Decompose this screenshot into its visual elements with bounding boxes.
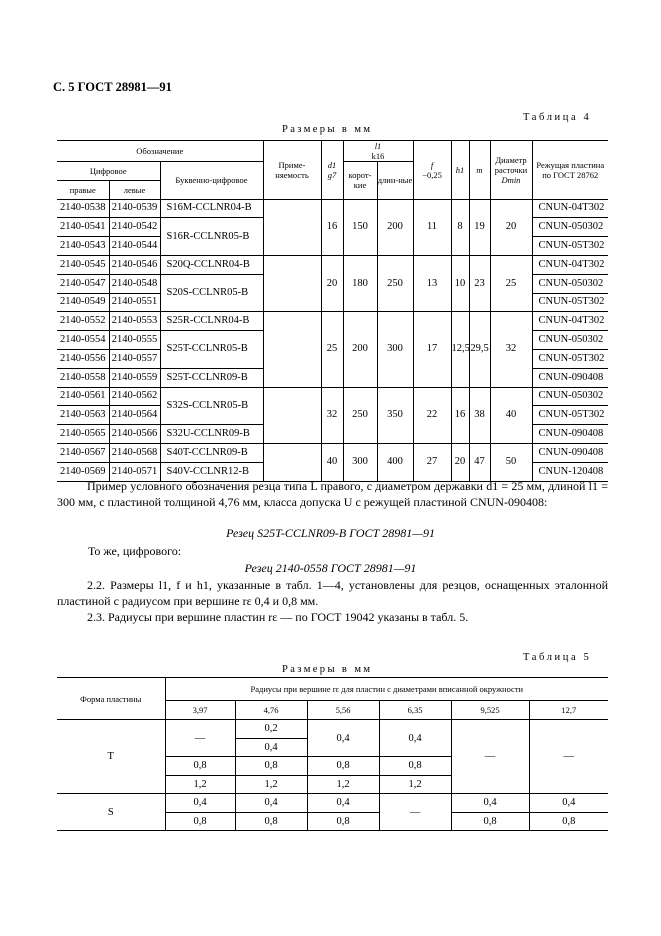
insert-code: CNUN-120408 [532,462,608,481]
shape-T: T [57,720,165,794]
hdr-f: f −0,25 [413,141,451,200]
code-right: 2140-0538 [57,199,109,218]
l1-short-value: 300 [343,443,377,481]
insert-code: CNUN-050302 [532,274,608,293]
code-alnum: S25R-CCLNR04-B [160,312,263,331]
hdr-alnum: Буквенно-цифровое [160,162,263,200]
radius-S-4.76: 0,8 [235,812,307,831]
code-right: 2140-0567 [57,443,109,462]
applicability-cell [263,199,321,255]
hdr-digital: Цифровое [57,162,160,181]
bore-diameter-value: 50 [490,443,532,481]
code-left: 2140-0564 [109,406,160,425]
h1-value: 16 [451,387,469,443]
radius-T-5.56: 0,4 [307,720,379,757]
code-right: 2140-0554 [57,331,109,350]
applicability-cell [263,443,321,481]
table-5 [57,677,608,831]
insert-code: CNUN-05T302 [532,293,608,312]
code-alnum: S25T-CCLNR09-B [160,368,263,387]
t5-diameter-header: 3,97 [165,701,235,720]
h1-value: 20 [451,443,469,481]
code-alnum: S20S-CCLNR05-B [160,274,263,312]
page-header: С. 5 ГОСТ 28981—91 [53,80,172,94]
code-alnum: S25T-CCLNR05-B [160,331,263,369]
insert-code: CNUN-090408 [532,443,608,462]
m-value: 23 [469,255,490,311]
d1-value: 25 [321,312,343,387]
code-alnum: S32S-CCLNR05-B [160,387,263,425]
example-designation-1: Резец S25T-CCLNR09-B ГОСТ 28981—91 [226,526,435,540]
radius-S-12.7: 0,8 [529,812,608,831]
radius-S-3.97: 0,4 [165,794,235,813]
radius-T-9.525: — [451,720,529,794]
t5-diameter-header: 4,76 [235,701,307,720]
insert-code: CNUN-05T302 [532,349,608,368]
bore-diameter-value: 40 [490,387,532,443]
l1-short-value: 250 [343,387,377,443]
code-right: 2140-0549 [57,293,109,312]
radius-T-4.76: 0,2 [235,720,307,739]
table4-units: Размеры в мм [282,124,373,135]
f-value: 11 [413,199,451,255]
t5-diameter-header: 5,56 [307,701,379,720]
code-left: 2140-0562 [109,387,160,406]
d1-value: 16 [321,199,343,255]
radius-S-12.7: 0,4 [529,794,608,813]
hdr-d1: d1 g7 [321,141,343,200]
radius-S-5.56: 0,4 [307,794,379,813]
code-right: 2140-0556 [57,349,109,368]
table-4 [57,140,608,482]
l1-short-value: 150 [343,199,377,255]
code-left: 2140-0539 [109,199,160,218]
radius-S-6.35: — [379,794,451,831]
table5-caption: Таблица 5 [523,652,592,663]
insert-code: CNUN-04T302 [532,312,608,331]
m-value: 38 [469,387,490,443]
radius-S-4.76: 0,4 [235,794,307,813]
hdr-applicability: Приме-няемость [263,141,321,200]
l1-long-value: 400 [377,443,413,481]
m-value: 47 [469,443,490,481]
code-right: 2140-0545 [57,255,109,274]
radius-T-4.76: 0,8 [235,757,307,776]
radius-T-6.35: 0,4 [379,720,451,757]
radius-T-3.97: — [165,720,235,757]
shape-S: S [57,794,165,831]
h1-value: 10 [451,255,469,311]
code-left: 2140-0568 [109,443,160,462]
radius-T-3.97: 0,8 [165,757,235,776]
radius-T-5.56: 1,2 [307,775,379,794]
f-value: 27 [413,443,451,481]
insert-code: CNUN-050302 [532,218,608,237]
insert-code: CNUN-050302 [532,331,608,350]
code-right: 2140-0547 [57,274,109,293]
code-alnum: S32U-CCLNR09-B [160,425,263,444]
code-left: 2140-0571 [109,462,160,481]
hdr-short: корот-кие [343,162,377,200]
insert-code: CNUN-090408 [532,425,608,444]
code-alnum: S16M-CCLNR04-B [160,199,263,218]
insert-code: CNUN-04T302 [532,255,608,274]
code-right: 2140-0561 [57,387,109,406]
d1-value: 20 [321,255,343,311]
code-left: 2140-0546 [109,255,160,274]
code-left: 2140-0548 [109,274,160,293]
m-value: 29,5 [469,312,490,387]
radius-S-3.97: 0,8 [165,812,235,831]
hdr-diameter: Диаметр расточки Dmin [490,141,532,200]
d1-value: 32 [321,387,343,443]
code-left: 2140-0557 [109,349,160,368]
clause-2-3: 2.3. Радиусы при вершине пластин rε — по ГОСТ 19042 указаны в табл. 5. [87,610,469,624]
radius-T-12.7: — [529,720,608,794]
f-value: 22 [413,387,451,443]
code-alnum: S20Q-CCLNR04-B [160,255,263,274]
l1-short-value: 200 [343,312,377,387]
radius-T-4.76: 1,2 [235,775,307,794]
example-digital-label: То же, цифрового: [88,544,182,558]
code-alnum: S40V-CCLNR12-B [160,462,263,481]
radius-S-5.56: 0,8 [307,812,379,831]
radius-T-5.56: 0,8 [307,757,379,776]
hdr-long: длин-ные [377,162,413,200]
radius-T-4.76: 0,4 [235,738,307,757]
table5-units: Размеры в мм [282,664,373,675]
insert-code: CNUN-05T302 [532,406,608,425]
hdr-h1: h1 [451,141,469,200]
hdr-designation: Обозначение [57,141,263,162]
hdr-m: m [469,141,490,200]
code-right: 2140-0558 [57,368,109,387]
code-left: 2140-0542 [109,218,160,237]
hdr-right: правые [57,180,109,199]
bore-diameter-value: 25 [490,255,532,311]
insert-code: CNUN-05T302 [532,237,608,256]
applicability-cell [263,312,321,387]
code-right: 2140-0565 [57,425,109,444]
hdr-l1: l1 k16 [343,141,413,162]
table4-caption: Таблица 4 [523,112,592,123]
code-right: 2140-0543 [57,237,109,256]
code-alnum: S40T-CCLNR09-B [160,443,263,462]
code-left: 2140-0559 [109,368,160,387]
f-value: 17 [413,312,451,387]
code-right: 2140-0563 [57,406,109,425]
radius-S-9.525: 0,4 [451,794,529,813]
insert-code: CNUN-050302 [532,387,608,406]
hdr-left: левые [109,180,160,199]
code-left: 2140-0553 [109,312,160,331]
insert-code: CNUN-04T302 [532,199,608,218]
clause-2-2: 2.2. Размеры l1, f и h1, указанные в табл. 1—4, установлены для резцов, оснащенных эталонной пластиной с радиусом при вершине rε 0,4 и 0,8 мм. [57,578,608,608]
example-designation-2: Резец 2140-0558 ГОСТ 28981—91 [244,561,417,575]
code-right: 2140-0541 [57,218,109,237]
m-value: 19 [469,199,490,255]
insert-code: CNUN-090408 [532,368,608,387]
applicability-cell [263,255,321,311]
radius-T-6.35: 1,2 [379,775,451,794]
code-alnum: S16R-CCLNR05-B [160,218,263,256]
f-value: 13 [413,255,451,311]
t5-diameter-header: 12,7 [529,701,608,720]
code-left: 2140-0555 [109,331,160,350]
hdr-insert: Режущая пластина по ГОСТ 28762 [532,141,608,200]
code-left: 2140-0544 [109,237,160,256]
radius-S-9.525: 0,8 [451,812,529,831]
t5-diameter-header: 6,35 [379,701,451,720]
l1-short-value: 180 [343,255,377,311]
bore-diameter-value: 20 [490,199,532,255]
code-left: 2140-0551 [109,293,160,312]
radius-T-3.97: 1,2 [165,775,235,794]
radius-T-6.35: 0,8 [379,757,451,776]
l1-long-value: 300 [377,312,413,387]
l1-long-value: 250 [377,255,413,311]
bore-diameter-value: 32 [490,312,532,387]
h1-value: 8 [451,199,469,255]
code-left: 2140-0566 [109,425,160,444]
applicability-cell [263,387,321,443]
d1-value: 40 [321,443,343,481]
l1-long-value: 200 [377,199,413,255]
example-paragraph: Пример условного обозначения резца типа L правого, с диаметром державки d1 = 25 мм, длиной l1 = 300 мм, с пластиной толщиной 4,76 мм, класса допуска U с режущей пластиной CNUN-090408: [57,479,608,509]
code-right: 2140-0552 [57,312,109,331]
t5-diameter-header: 9,525 [451,701,529,720]
t5-hdr-radii: Радиусы при вершине rε для пластин с диаметрами вписанной окружности [165,678,608,701]
h1-value: 12,5 [451,312,469,387]
l1-long-value: 350 [377,387,413,443]
code-right: 2140-0569 [57,462,109,481]
t5-hdr-shape: Форма пластины [57,678,165,720]
